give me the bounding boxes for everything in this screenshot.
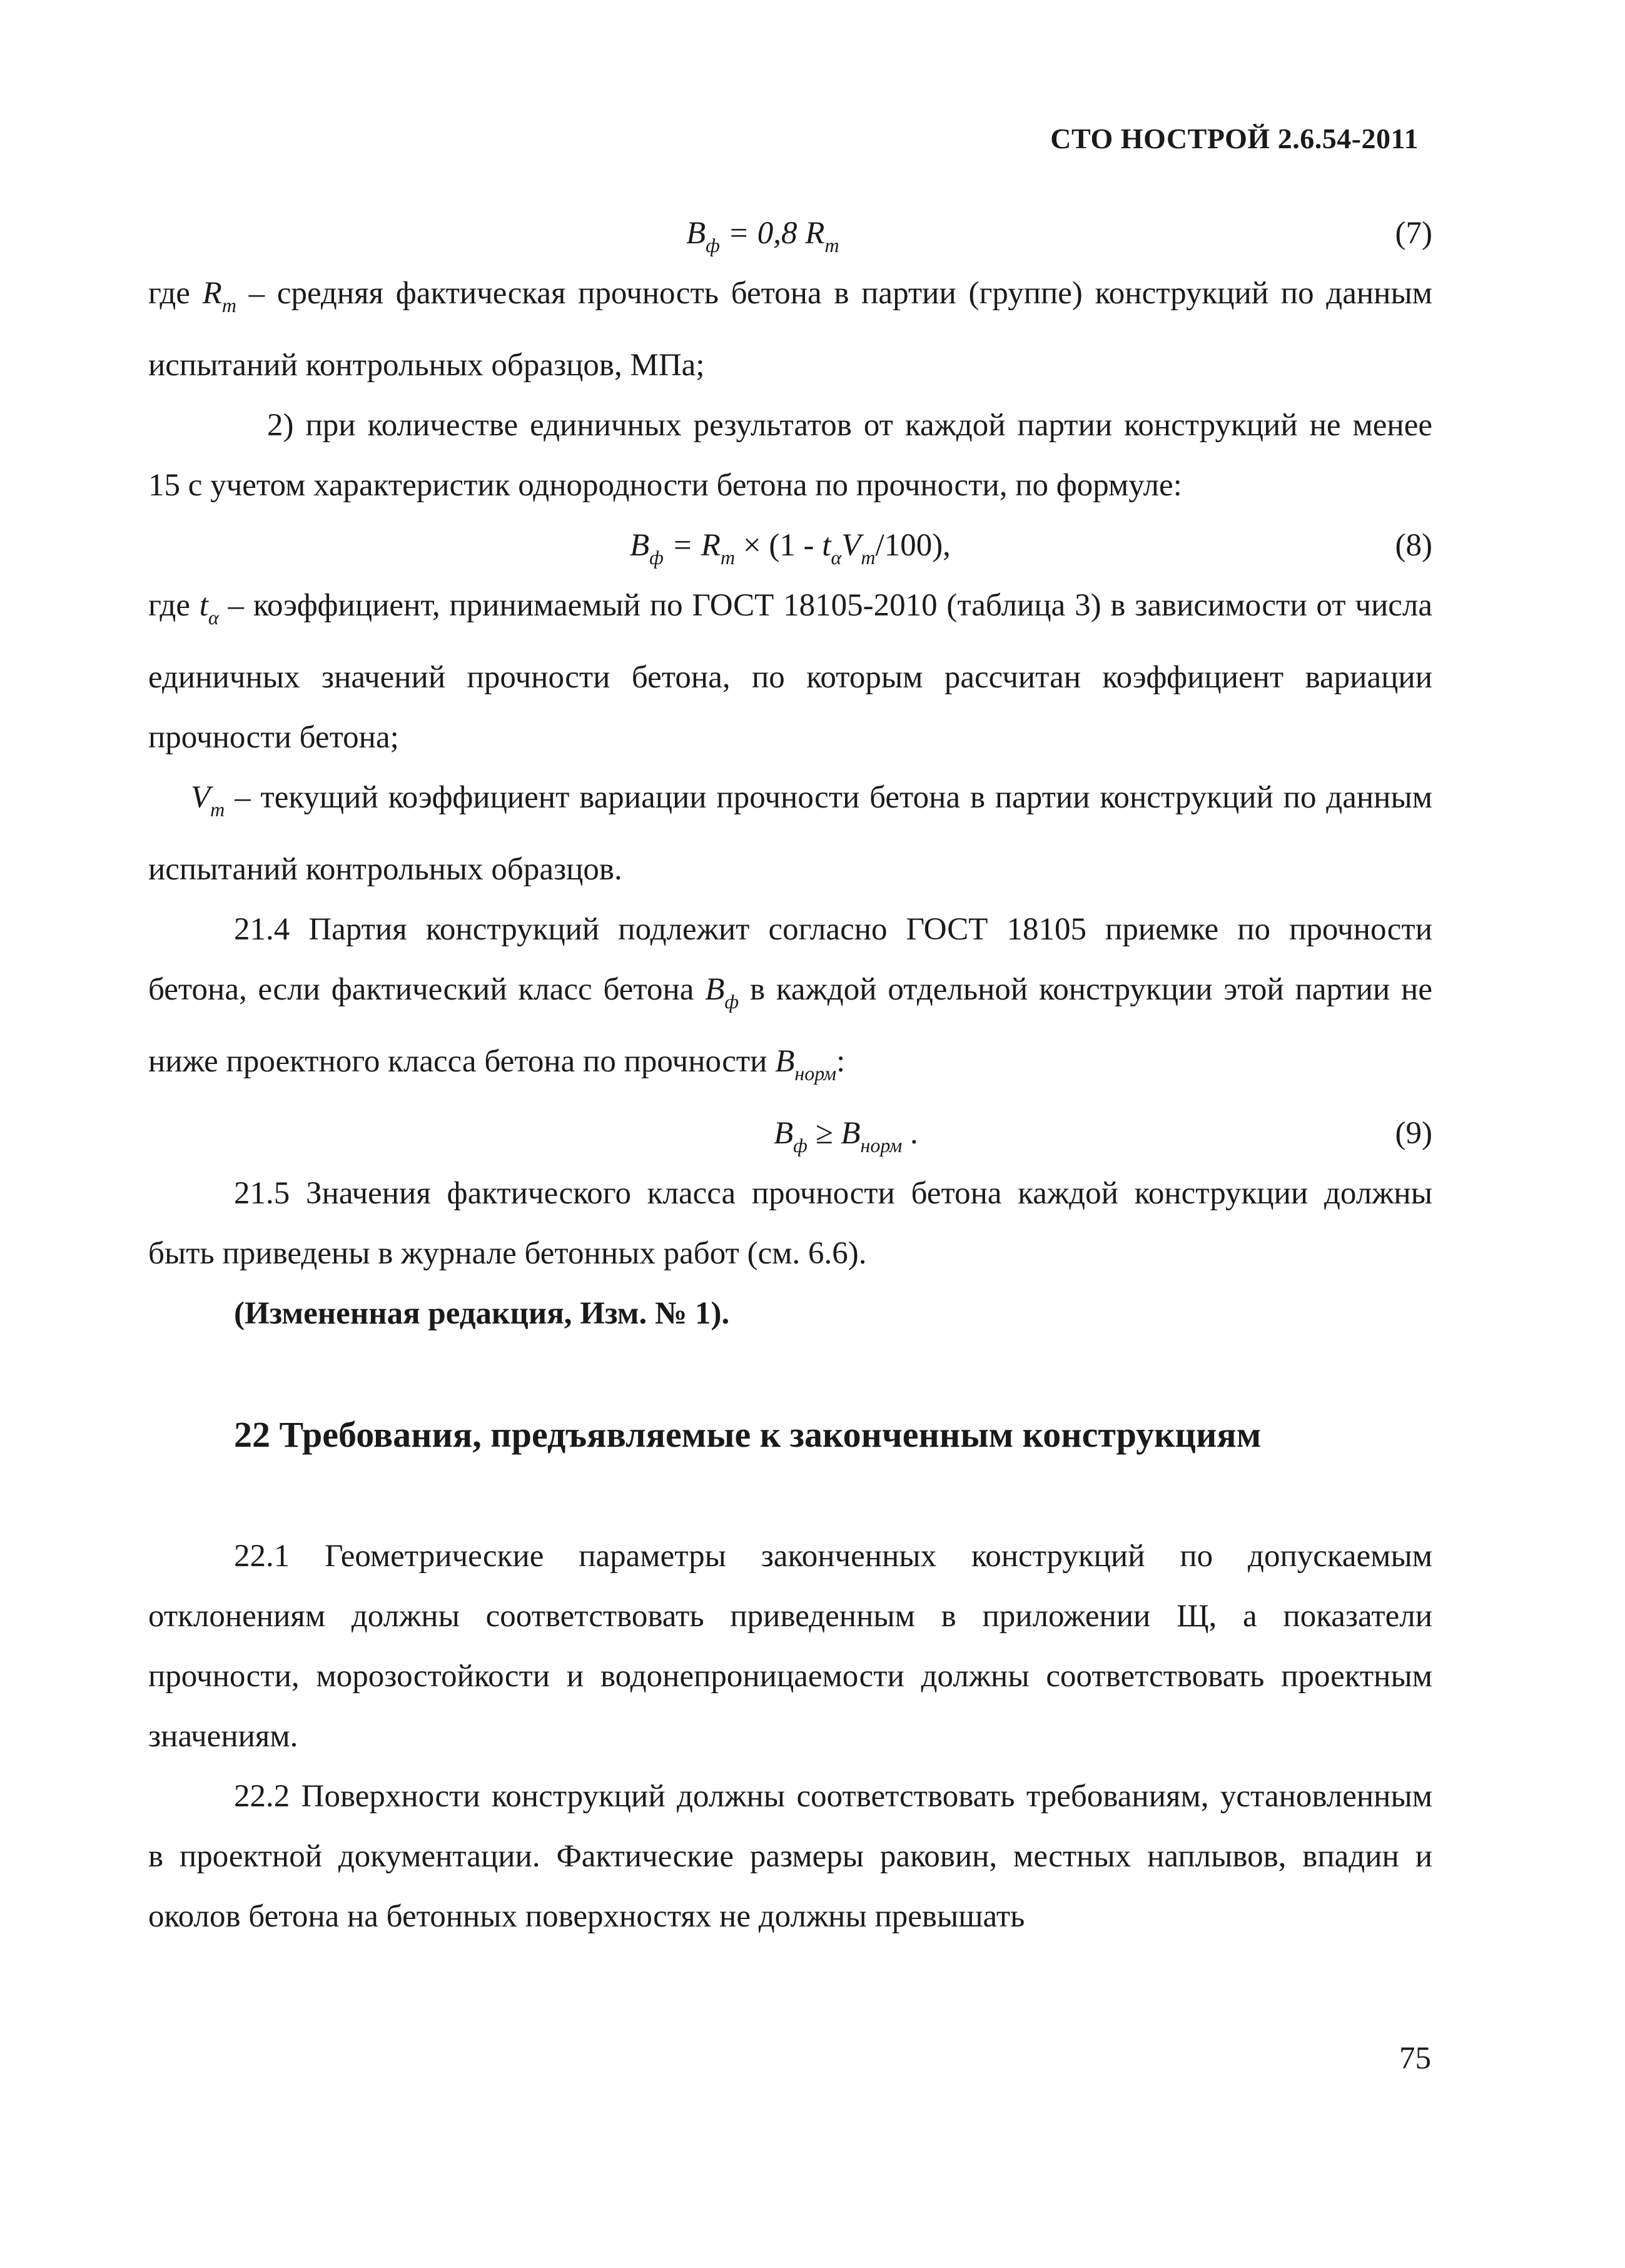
- formula-8-number: (8): [1395, 528, 1432, 563]
- paragraph-21-4: 21.4 Партия конструкций подлежит согласно ГОСТ 18105 приемке по прочности бетона, если фактический класс бетона $B_ф$ в каждой отдельной конструкции этой партии не ниже проектного класса бетона по прочности $B_{норм}$:: [148, 912, 1432, 1085]
- formula-9: [148, 1103, 1432, 1163]
- lower-text-block: [148, 1526, 1432, 1947]
- paragraph-22-1: 22.1 Геометрические параметры законченных конструкций по допускаемым отклонениям должны соответствовать приведенным в приложении Щ, а показатели прочности, морозостойкости и водонепроницаемости должны соответствовать проектным значениям.: [148, 1539, 1432, 1754]
- paragraph-rm-definition: где $R_m$ – средняя фактическая прочность бетона в партии (группе) конструкций по данным испытаний контрольных образцов, МПа;: [148, 276, 1433, 383]
- upper-text-block: [148, 203, 1432, 1344]
- formula-8: [148, 515, 1432, 575]
- formula-8-expression: $B_ф = R_m \times (1 - t_\alpha V_m/100)$,: [630, 528, 951, 569]
- paragraph-item-2: 2) при количестве единичных результатов от каждой партии конструкций не менее 15 с учетом характеристик однородности бетона по прочности, по формуле:: [148, 408, 1432, 503]
- formula-7-expression: $B_ф = 0,8$ $R_m$: [686, 216, 839, 256]
- amendment-note: (Измененная редакция, Изм. № 1).: [234, 1296, 730, 1331]
- document-code-header: СТО НОСТРОЙ 2.6.54-2011: [1050, 123, 1419, 154]
- section-22-heading: 22 Требования, предъявляемые к законченным конструкциям: [234, 1414, 1262, 1455]
- paragraph-22-2: 22.2 Поверхности конструкций должны соответствовать требованиям, установленным в проектной документации. Фактические размеры раковин, местных наплывов, впадин и околов бетона на бетонных поверхностях не должны превышать: [148, 1779, 1432, 1934]
- formula-7-number: (7): [1395, 216, 1432, 251]
- formula-9-number: (9): [1395, 1116, 1432, 1151]
- page-number: 75: [1399, 2041, 1431, 2076]
- paragraph-21-5: 21.5 Значения фактического класса прочности бетона каждой конструкции должны быть приведены в журнале бетонных работ (см. 6.6).: [148, 1176, 1432, 1271]
- paragraph-t-alpha-definition: где $t_\alpha$ – коэффициент, принимаемый по ГОСТ 18105-2010 (таблица 3) в зависимости от числа единичных значений прочности бетона, по которым рассчитан коэффициент вариации прочности бетона;: [148, 588, 1433, 755]
- formula-9-expression: $B_ф \ge B_{норм}$ .: [774, 1116, 918, 1157]
- formula-7: [148, 203, 1432, 263]
- paragraph-vm-definition: $V_m$ – текущий коэффициент вариации прочности бетона в партии конструкций по данным испытаний контрольных образцов.: [148, 780, 1432, 887]
